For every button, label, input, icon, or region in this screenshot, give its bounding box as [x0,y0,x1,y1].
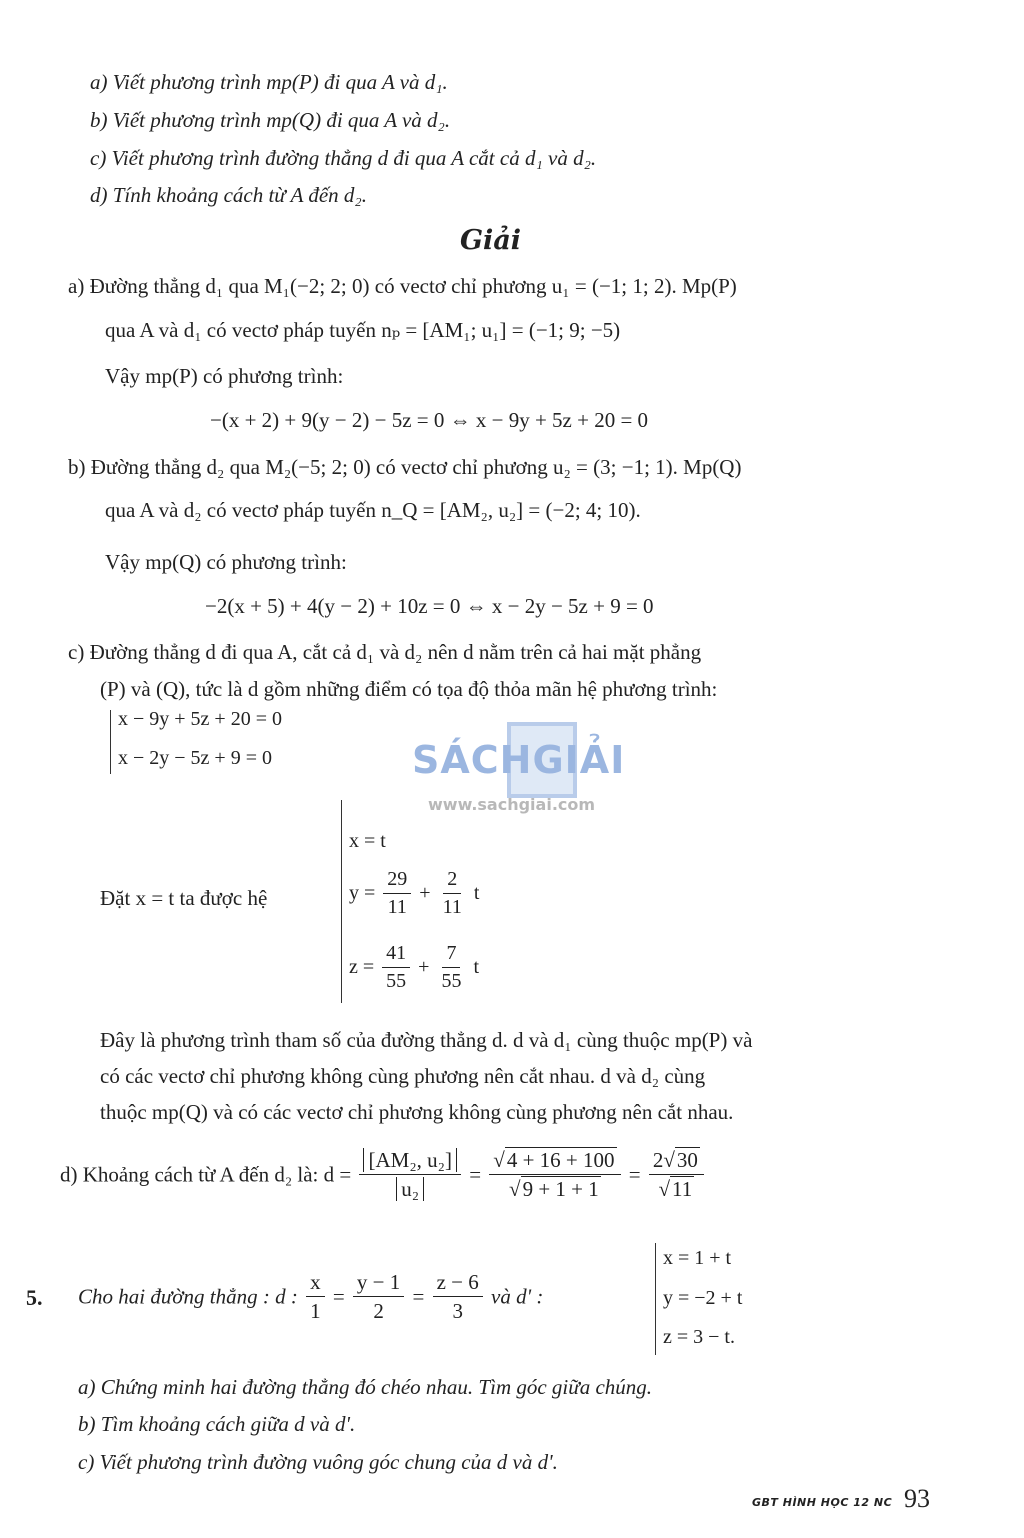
exercise-5-number: 5. [26,1285,43,1310]
prev-exercise-a: a) Viết phương trình mp(P) đi qua A và d₁. [90,70,448,94]
part-b-line1: b) Đường thẳng d₂ qua M₂(−5; 2; 0) có vectơ chỉ phương u₂ = (3; −1; 1). Mp(Q) [68,455,742,479]
dprime-x: x = 1 + t [663,1247,732,1269]
part-c-line2: (P) và (Q), tức là d gồm những điểm có tọa độ thỏa mãn hệ phương trình: [100,677,718,701]
prev-exercise-b: b) Viết phương trình mp(Q) đi qua A và d₂. [90,108,451,132]
prev-exercise-c: c) Viết phương trình đường thẳng d đi qua A cắt cả d₁ và d₂. [90,146,597,170]
param-intro: Đặt x = t ta được hệ [100,886,268,910]
part-d-lead: d) Khoảng cách từ A đến d₂ là: d = [60,1162,352,1187]
part-b-equation: −2(x + 5) + 4(y − 2) + 10z = 0 ⇔ x − 2y − 5z + 9 = 0 [205,594,654,618]
sqrt-fraction: $\frac{√4 + 16 + 100}{√9 + 1 + 1}$ [489,1146,620,1204]
footer-book-title: GBT HÌNH HỌC 12 NC [752,1496,893,1509]
page-number: 93 [904,1484,930,1513]
exercise-5b: b) Tìm khoảng cách giữa d và d'. [78,1412,356,1436]
system-eq1: x − 9y + 5z + 20 = 0 [118,708,282,730]
watermark-url: www.sachgiai.com [428,795,596,814]
solution-title: Giải [460,225,522,256]
param-brace [341,800,342,1003]
part-d-formula: d) Khoảng cách từ A đến d₂ là: d = $\frac{\text{[AM₂, u₂]}}{\text{u₂}}$ = $\frac{√4 + 16 + 100}{√9 + 1 + 1}$ = $\frac{2√30}{√11}$ [60,1146,707,1204]
part-a-line2: qua A và d₁ có vectơ pháp tuyến nₚ = [AM₁; u₁] = (−1; 9; −5) [105,318,621,342]
part-c-conclusion3: thuộc mp(Q) và có các vectơ chỉ phương không cùng phương nên cắt nhau. [100,1100,734,1124]
watermark-brand: SÁCHGIẢI [412,738,626,782]
part-a-line3: Vậy mp(P) có phương trình: [105,364,344,388]
dprime-z: z = 3 − t. [663,1326,735,1348]
param-y: y = $\frac{29}{11}$ + $\frac{2}{11}$ t [349,868,480,918]
exercise-5a: a) Chứng minh hai đường thẳng đó chéo nhau. Tìm góc giữa chúng. [78,1375,653,1399]
prev-exercise-d: d) Tính khoảng cách từ A đến d₂. [90,183,367,207]
part-b-line3: Vậy mp(Q) có phương trình: [105,550,347,574]
distance-fraction: $\frac{\text{[AM₂, u₂]}}{\text{u₂}}$ [359,1146,460,1204]
part-a-equation: −(x + 2) + 9(y − 2) − 5z = 0 ⇔ x − 9y + 5z + 20 = 0 [210,408,649,432]
watermark [412,722,632,817]
param-x: x = t [349,830,386,852]
system-eq2: x − 2y − 5z + 9 = 0 [118,747,272,769]
result-fraction: $\frac{2√30}{√11}$ [649,1146,704,1204]
dprime-brace [655,1243,656,1355]
part-c-conclusion2: có các vectơ chỉ phương không cùng phương nên cắt nhau. d và d₂ cùng [100,1064,706,1088]
exercise-5-statement: Cho hai đường thẳng : d : $\frac{x}{1}$ = $\frac{y - 1}{2}$ = $\frac{z - 6}{3}$ và d' : [78,1270,544,1324]
dprime-y: y = −2 + t [663,1287,743,1309]
system-brace [110,710,111,774]
exercise-5c: c) Viết phương trình đường vuông góc chung của d và d'. [78,1450,558,1474]
part-b-line2: qua A và d₂ có vectơ pháp tuyến n_Q = [AM₂, u₂] = (−2; 4; 10). [105,498,641,522]
part-c-conclusion1: Đây là phương trình tham số của đường thẳng d. d và d₁ cùng thuộc mp(P) và [100,1028,753,1052]
part-c-line1: c) Đường thẳng d đi qua A, cắt cả d₁ và d₂ nên d nằm trên cả hai mặt phẳng [68,640,702,664]
part-a-line1: a) Đường thẳng d₁ qua M₁(−2; 2; 0) có vectơ chỉ phương u₁ = (−1; 1; 2). Mp(P) [68,274,737,298]
param-z: z = $\frac{41}{55}$ + $\frac{7}{55}$ t [349,942,479,992]
